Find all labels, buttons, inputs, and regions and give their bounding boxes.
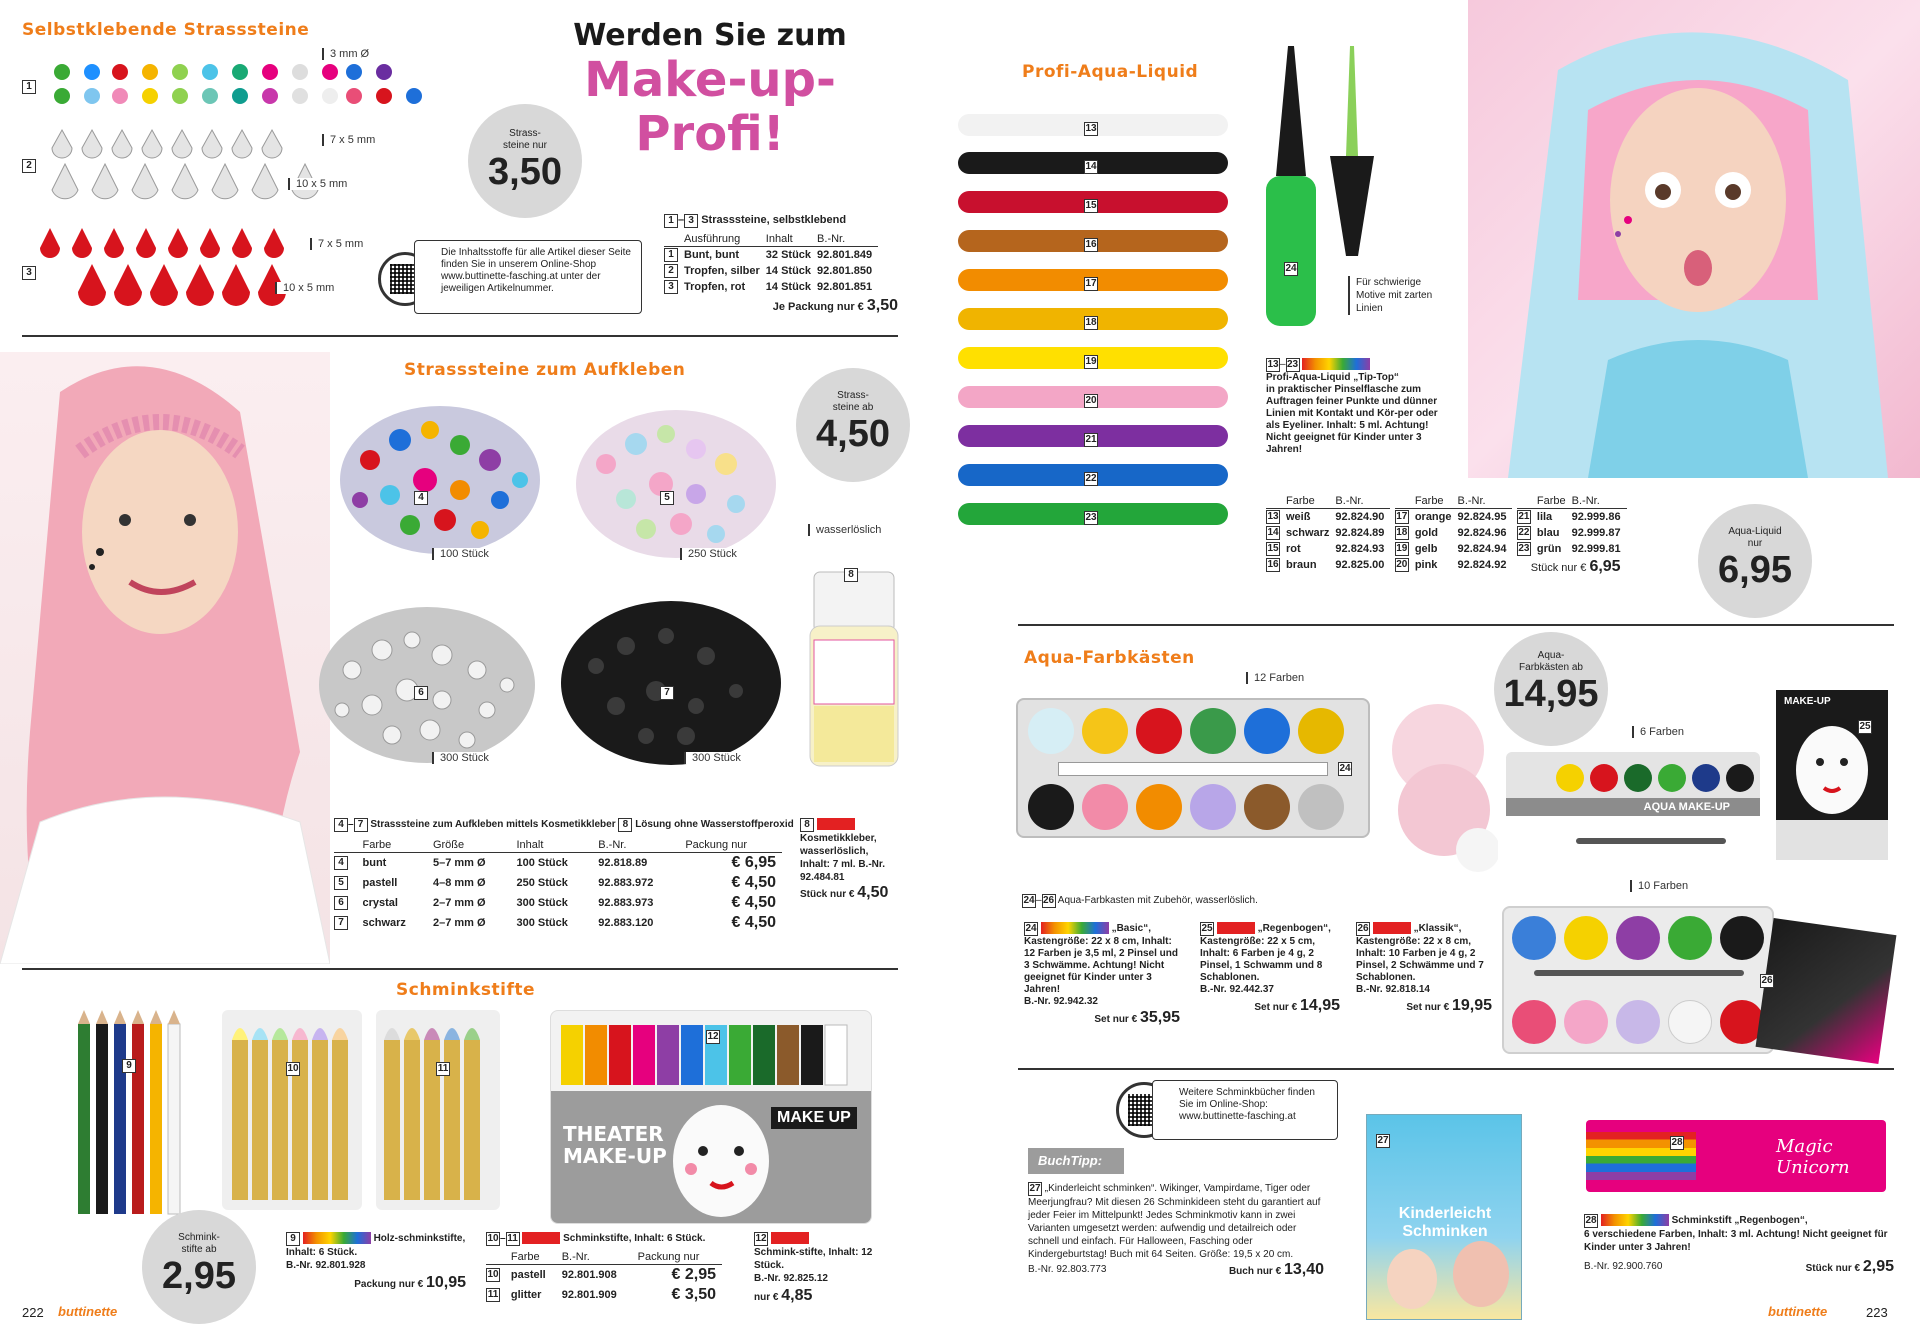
hero-line-3: Profi! — [635, 106, 785, 162]
table-row: 21 lila 92.999.86 — [1518, 511, 1621, 523]
strass-glue-table-block: 4 – 7 Strasssteine zum Aufkleben mittels Kosmetikkleber 8 Lösung ohne Wasserstoffperoxid Farbe Größe Inhalt B.-Nr. Packung nur 4 bunt 5–7 mm Ø 100 Stück 92.818.89 € 6,95 5 pastell 4–8 mm Ø 250 Stück 92.883.972 € 4,50 6 crystal 2–7 mm Ø 300 Stück 92.883.973 € 4,50 7 schwarz 2–7 mm Ø 300 Stück 92.883.120 € 4,50 — [334, 818, 794, 933]
aqua-liquid-desc: 13–23 Profi-Aqua-Liquid „Tip-Top“ in praktischer Pinselflasche zum Auftragen feiner Punkte und dünner Linien mit Kontakt und Kör-per oder als Eyeliner. Inhalt: 5 ml. Achtung! Nicht geeignet für Kinder unter 3 Jahren! — [1266, 359, 1438, 455]
strass-self-table-block: 1 – 3 Strasssteine, selbstklebend Ausführung Inhalt B.-Nr. 1 Bunt, bunt 32 Stück 92.801.849 2 Tropfen, silber 14 Stück 92.801.850 3 Tropfen, rot 14 Stück 92.801.851 Je Packung nur € 3,50 — [664, 214, 898, 315]
table-row: 5 pastell 4–8 mm Ø 250 Stück 92.883.972 € 4,50 — [334, 873, 782, 893]
tag-10x5-red: 10 x 5 mm — [275, 282, 334, 294]
item-number-9: 9 — [122, 1055, 136, 1073]
item-number-24: 24 — [1339, 763, 1351, 774]
tag-6-farben: 6 Farben — [1632, 726, 1684, 738]
aqua-liquid-tables — [1266, 494, 1652, 577]
brand-logo-right: buttinette — [1768, 1304, 1828, 1319]
book-tip-label: BuchTipp: — [1028, 1148, 1124, 1174]
gem-drops-silver — [50, 128, 330, 208]
table-row: 14 schwarz 92.824.89 — [1267, 527, 1385, 539]
tag-300-crystal: 300 Stück — [432, 752, 489, 764]
box-brand: MAKE UP — [771, 1107, 857, 1129]
item-number-10: 10 — [287, 1063, 299, 1074]
book-shop-box: Weitere Schminkbücher finden Sie im Online-Shop: www.buttinette-fasching.at — [1152, 1080, 1338, 1140]
tag-250: 250 Stück — [680, 548, 737, 560]
table-row: 1 Bunt, bunt 32 Stück 92.801.849 — [664, 247, 878, 264]
item-number-3: 3 — [22, 262, 36, 280]
rainbow-stick-text: 28 Schminkstift „Regenbogen“, 6 verschiedene Farben, Inhalt: 3 ml. Achtung! Nicht geeignet für Kinder unter 3 Jahren! B.-Nr. 92.900.760 Stück nur € 2,95 — [1584, 1215, 1894, 1275]
aqua-box-10-colors — [1502, 906, 1774, 1054]
aqua-liquid-title: Profi-Aqua-Liquid — [1022, 62, 1199, 82]
sticks-table: Farbe B.-Nr. Packung nur 10 pastell 92.801.908 € 2,95 11 glitter 92.801.909 € 3,50 — [486, 1250, 722, 1305]
item-number-28: 28 — [1671, 1137, 1683, 1148]
table-row: 18 gold 92.824.96 — [1396, 527, 1507, 539]
aqua-box-subline: 24–26 Aqua-Farbkasten mit Zubehör, wasserlöslich. — [1023, 895, 1258, 906]
stroke-number: 23 — [1085, 512, 1097, 523]
liquid-table-a: Farbe B.-Nr. 13 weiß 92.824.90 14 schwarz 92.824.89 15 rot 92.824.93 16 braun 92.825.00 — [1266, 494, 1390, 573]
strass-glue-title: Strasssteine zum Aufkleben — [404, 360, 686, 380]
table-row: 3 Tropfen, rot 14 Stück 92.801.851 — [664, 279, 878, 295]
stroke-number: 15 — [1085, 200, 1097, 211]
divider — [22, 968, 898, 970]
item-number-5: 5 — [660, 487, 674, 505]
table-row: 17 orange 92.824.95 — [1396, 511, 1507, 523]
sticks-title: Schminkstifte — [396, 980, 535, 1000]
box-title: THEATER MAKE-UP — [563, 1122, 667, 1168]
hero-line-2: Make-up- — [584, 52, 836, 108]
price-circle-aqua-box: Aqua-Farbkästen ab 14,95 — [1494, 632, 1608, 746]
stroke-number: 20 — [1085, 395, 1097, 406]
brand-logo-left: buttinette — [58, 1304, 118, 1319]
table-row: 15 rot 92.824.93 — [1267, 543, 1385, 555]
strip-label: AQUA MAKE-UP — [1506, 798, 1760, 816]
page-number-left: 222 — [22, 1305, 44, 1320]
model-photo-flower-crown — [0, 352, 330, 964]
rainbow-stick-package — [1586, 1120, 1886, 1192]
ingredients-info-box: Die Inhaltsstoffe für alle Artikel dieser Seite finden Sie in unserem Online-Shop www.buttinette-fasching.at unter der jeweiligen Artikelnummer. — [414, 240, 642, 314]
aqua-box-6-colors — [1506, 752, 1760, 816]
table-row: 2 Tropfen, silber 14 Stück 92.801.850 — [664, 263, 878, 279]
item-number-7: 7 — [660, 682, 674, 700]
stroke-number: 21 — [1085, 434, 1097, 445]
item-number-11: 11 — [437, 1063, 449, 1074]
pastel-sticks-box — [222, 1010, 362, 1210]
sponges — [1378, 700, 1498, 880]
stroke-number: 17 — [1085, 278, 1097, 289]
divider — [1018, 624, 1894, 626]
tag-100: 100 Stück — [432, 548, 489, 560]
tag-10x5-silver: 10 x 5 mm — [288, 178, 347, 190]
liquid-table-c: Farbe B.-Nr. 21 lila 92.999.86 22 blau 92.999.87 23 grün 92.999.81 Stück nur € 6,95 — [1517, 494, 1627, 577]
strass-glue-table-title: Strasssteine zum Aufkleben mittels Kosmetikkleber — [370, 819, 616, 830]
aqua-box-12-colors — [1016, 698, 1370, 838]
table-row: 22 blau 92.999.87 — [1518, 527, 1621, 539]
wooden-pencils — [74, 1010, 194, 1220]
aqua-box-26-desc: 26 „Klassik“, Kastengröße: 22 x 8 cm, Inhalt: 10 Farben je 4 g, 2 Pinsel, 2 Schwämme und 7 Schablonen. B.-Nr. 92.818.14 Set nur € 19,95 — [1356, 923, 1492, 1014]
aqua-box-26-package — [1756, 918, 1897, 1064]
item-number-1: 1 — [22, 76, 36, 94]
gem-pile-colorful — [330, 400, 550, 560]
strass-self-table: Ausführung Inhalt B.-Nr. 1 Bunt, bunt 32 Stück 92.801.849 2 Tropfen, silber 14 Stück 92.801.850 3 Tropfen, rot 14 Stück 92.801.851 — [664, 232, 878, 295]
table-row: 23 grün 92.999.81 — [1518, 543, 1621, 555]
stroke-number: 19 — [1085, 356, 1097, 367]
tag-10-farben: 10 Farben — [1630, 880, 1688, 892]
item-number-4: 4 — [414, 487, 428, 505]
table-row: 20 pink 92.824.92 — [1396, 559, 1507, 571]
strass-self-table-title: Strasssteine, selbstklebend — [701, 214, 847, 226]
price-circle-strass-self: Strass-steine nur 3,50 — [468, 104, 582, 218]
sticks-12-text: 12 Schmink-stifte, Inhalt: 12 Stück. B.-Nr. 92.825.12 nur € 4,85 — [754, 1233, 873, 1304]
tag-wasserloeslich: wasserlöslich — [808, 524, 881, 536]
aqua-box-title: Aqua-Farbkästen — [1024, 648, 1195, 668]
price-circle-sticks: Schmink-stifte ab 2,95 — [142, 1210, 256, 1324]
aqua-box-25-desc: 25 „Regenbogen“, Kastengröße: 22 x 5 cm, Inhalt: 6 Farben je 4 g, 2 Pinsel, 1 Schwamm und 8 Schablonen. B.-Nr. 92.442.37 Set nur € 14,95 — [1200, 923, 1340, 1014]
table-row: 4 bunt 5–7 mm Ø 100 Stück 92.818.89 € 6,95 — [334, 853, 782, 874]
tag-7x5-silver: 7 x 5 mm — [322, 134, 375, 146]
package-script: Magic Unicorn — [1776, 1136, 1850, 1178]
strass-self-title: Selbstklebende Strasssteine — [22, 20, 310, 40]
book-text: 27 „Kinderleicht schminken“. Wikinger, Vampirdame, Tiger oder Meerjungfrau? Mit diesen 26 Schminkideen steht du garantiert auf jeder Feier im Mittelpunkt! Jedes Schminkmotiv kann in zwei Varianten umgesetzt werden: aufwendig und detailreich oder schnell und einfach. Für Halloween, Fasching oder Kindergeburtstag! Buch mit 64 Seiten. Größe: 19,5 x 20 cm. B.-Nr. 92.803.773 Buch nur € 13,40 — [1028, 1183, 1324, 1278]
package-brand: MAKE-UP — [1784, 696, 1831, 707]
model-photo-colorful-wig — [1468, 0, 1920, 478]
page-number-right: 223 — [1866, 1305, 1888, 1320]
divider — [22, 335, 898, 337]
tag-12-farben: 12 Farben — [1246, 672, 1304, 684]
hero-headline — [560, 18, 860, 161]
table-row: 19 gelb 92.824.94 — [1396, 543, 1507, 555]
item-number-27: 27 — [1377, 1135, 1389, 1146]
table-row: 13 weiß 92.824.90 — [1267, 511, 1385, 523]
price-circle-strass-glue: Strass-steine ab 4,50 — [796, 368, 910, 482]
price-circle-liquid: Aqua-Liquid nur 6,95 — [1698, 504, 1812, 618]
strass-self-price: Je Packung nur € 3,50 — [772, 297, 898, 314]
stroke-number: 18 — [1085, 317, 1097, 328]
table-row: 6 crystal 2–7 mm Ø 300 Stück 92.883.973 € 4,50 — [334, 893, 782, 913]
item-number-26: 26 — [1761, 975, 1773, 986]
item-number-2: 2 — [22, 155, 36, 173]
gem-pile-pastel — [566, 404, 786, 564]
gem-dots-colored — [52, 62, 472, 112]
stroke-number: 14 — [1085, 161, 1097, 172]
item-number-8: 8 — [844, 564, 858, 582]
brush — [1576, 838, 1726, 844]
glue-bottle — [806, 556, 902, 770]
strass-glue-table: Farbe Größe Inhalt B.-Nr. Packung nur 4 bunt 5–7 mm Ø 100 Stück 92.818.89 € 6,95 5 pastell 4–8 mm Ø 250 Stück 92.883.972 € 4,50 6 crystal 2–7 mm Ø 300 Stück 92.883.973 € 4,50 7 schwarz 2–7 mm Ø 300 Stück 92.883.120 € 4,50 — [334, 838, 782, 933]
liquid-table-b: Farbe B.-Nr. 17 orange 92.824.95 18 gold 92.824.96 19 gelb 92.824.94 20 pink 92.824.92 — [1395, 494, 1513, 573]
table-row: 16 braun 92.825.00 — [1267, 559, 1385, 571]
item-number-25: 25 — [1859, 721, 1871, 732]
item-number-6: 6 — [414, 682, 428, 700]
stroke-number: 22 — [1085, 473, 1097, 484]
gem-drops-red — [36, 226, 306, 310]
item-number-24-liquid: 24 — [1285, 263, 1297, 274]
book-cover-title: Kinderleicht Schminken — [1398, 1205, 1492, 1240]
hero-line-1: Werden Sie zum — [573, 18, 847, 53]
table-row: 11 glitter 92.801.909 € 3,50 — [487, 1286, 716, 1303]
aqua-box-24-desc: 24 „Basic“, Kastengröße: 22 x 8 cm, Inhalt: 12 Farben je 3,5 ml, 2 Pinsel und 3 Schwämme. Achtung! Nicht geeignet für Kinder unter 3 Jahren! B.-Nr. 92.942.32 Set nur € 35,95 — [1024, 923, 1180, 1026]
table-row: 7 schwarz 2–7 mm Ø 300 Stück 92.883.120 € 4,50 — [334, 913, 782, 933]
tag-300-black: 300 Stück — [684, 752, 741, 764]
tag-3mm: 3 mm Ø — [322, 48, 369, 60]
stroke-number: 16 — [1085, 239, 1097, 250]
glitter-sticks-box — [376, 1010, 500, 1210]
liquid-note: Für schwierige Motive mit zarten Linien — [1348, 276, 1442, 315]
item-number-12: 12 — [707, 1031, 719, 1042]
wood-pencil-text: 9 Holz-schminkstifte, Inhalt: 6 Stück. B.-Nr. 92.801.928 Packung nur € 10,95 — [286, 1233, 466, 1291]
tag-7x5-red: 7 x 5 mm — [310, 238, 363, 250]
divider — [1018, 1068, 1894, 1070]
table-row: 10 pastell 92.801.908 € 2,95 — [487, 1266, 716, 1283]
stroke-number: 13 — [1085, 123, 1097, 134]
glue-description: 8 Kosmetikkleber, wasserlöslich, Inhalt: 7 ml. B.-Nr. 92.484.81 Stück nur € 4,50 — [800, 819, 889, 901]
stroke-numbers — [1084, 118, 1100, 538]
sticks-table-block: 10– 11 Schminkstifte, Inhalt: 6 Stück. Farbe B.-Nr. Packung nur 10 pastell 92.801.908 € 2,95 11 glitter 92.801.909 € 3,50 — [486, 1232, 726, 1305]
